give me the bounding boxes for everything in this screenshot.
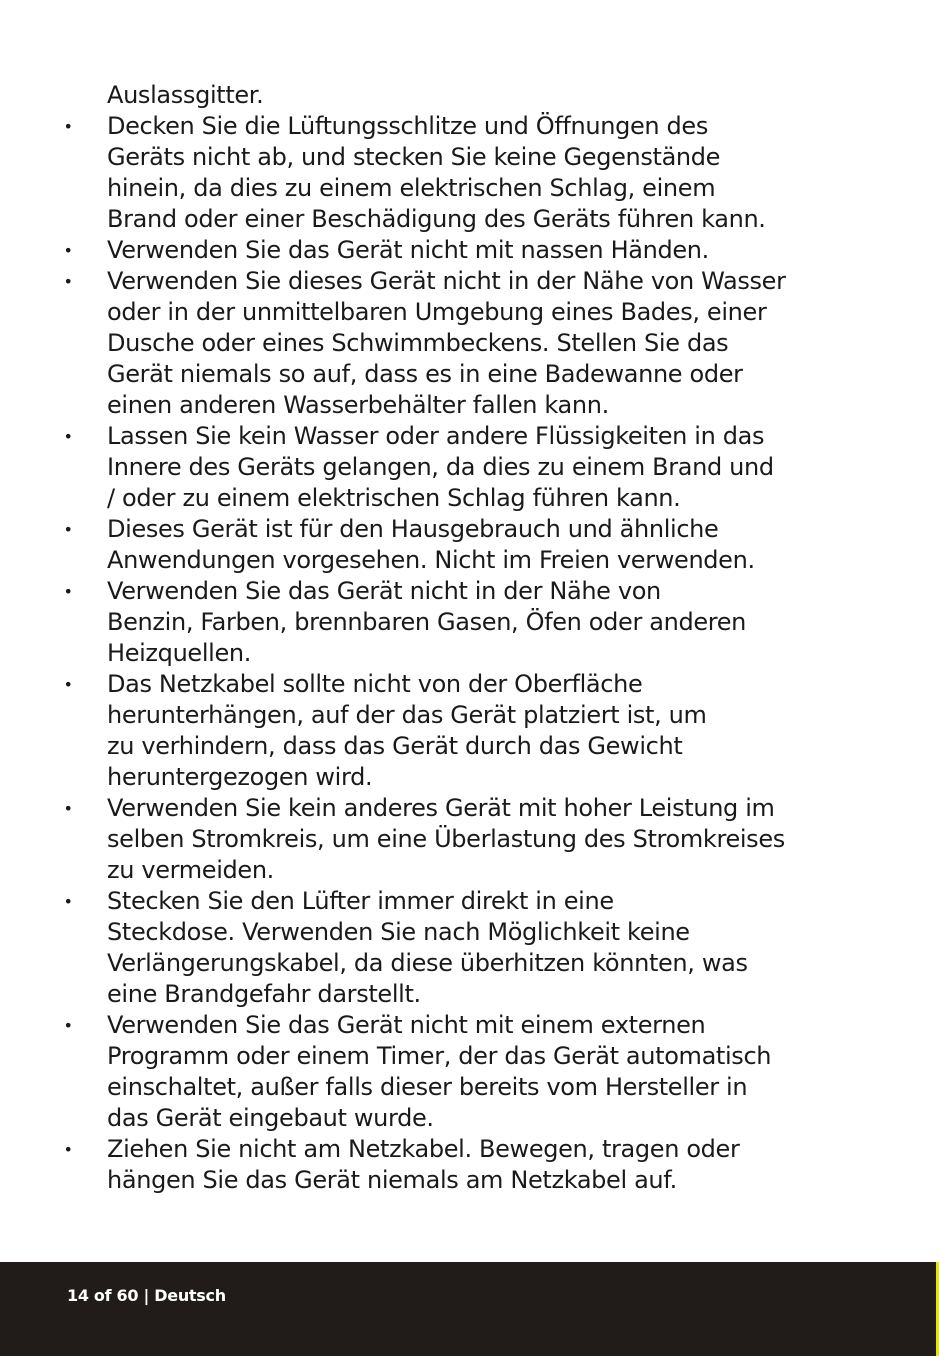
text-line <box>0 80 939 111</box>
line-text: Anwendungen vorgesehen. Nicht im Freien verwenden. <box>107 546 755 574</box>
bullet-marker: • <box>63 117 73 136</box>
text-line <box>0 638 939 669</box>
line-text: Programm oder einem Timer, der das Gerät automatisch <box>107 1042 772 1070</box>
text-line <box>0 762 939 793</box>
text-line <box>0 1072 939 1103</box>
line-text: / oder zu einem elektrischen Schlag führen kann. <box>107 484 681 512</box>
text-line <box>0 1041 939 1072</box>
text-line <box>0 390 939 421</box>
text-line <box>0 576 939 607</box>
text-line <box>0 297 939 328</box>
text-line <box>0 142 939 173</box>
line-text: Lassen Sie kein Wasser oder andere Flüssigkeiten in das <box>107 422 765 450</box>
text-line <box>0 824 939 855</box>
text-line <box>0 235 939 266</box>
line-text: Verwenden Sie dieses Gerät nicht in der Nähe von Wasser <box>107 267 786 295</box>
text-line <box>0 793 939 824</box>
line-text: Geräts nicht ab, und stecken Sie keine Gegenstände <box>107 143 721 171</box>
line-text: herunterhängen, auf der das Gerät platziert ist, um <box>107 701 707 729</box>
text-line <box>0 359 939 390</box>
text-line <box>0 452 939 483</box>
text-line <box>0 545 939 576</box>
text-line <box>0 173 939 204</box>
text-line <box>0 886 939 917</box>
text-line <box>0 917 939 948</box>
line-text: Verwenden Sie kein anderes Gerät mit hoher Leistung im <box>107 794 775 822</box>
line-text: zu verhindern, dass das Gerät durch das Gewicht <box>107 732 683 760</box>
bullet-marker: • <box>63 1140 73 1159</box>
line-text: einen anderen Wasserbehälter fallen kann. <box>107 391 609 419</box>
line-text: Dieses Gerät ist für den Hausgebrauch und ähnliche <box>107 515 719 543</box>
line-text: Heizquellen. <box>107 639 252 667</box>
text-line <box>0 266 939 297</box>
bullet-marker: • <box>63 427 73 446</box>
text-line <box>0 1134 939 1165</box>
bullet-marker: • <box>63 892 73 911</box>
line-text: Gerät niemals so auf, dass es in eine Badewanne oder <box>107 360 743 388</box>
text-line <box>0 948 939 979</box>
bullet-marker: • <box>63 241 73 260</box>
safety-instructions-list <box>0 80 939 1196</box>
text-line <box>0 111 939 142</box>
bullet-marker: • <box>63 520 73 539</box>
text-line <box>0 669 939 700</box>
line-text: oder in der unmittelbaren Umgebung eines Bades, einer <box>107 298 767 326</box>
line-text: Das Netzkabel sollte nicht von der Oberfläche <box>107 670 643 698</box>
line-text: Brand oder einer Beschädigung des Geräts führen kann. <box>107 205 766 233</box>
text-line <box>0 731 939 762</box>
page-number-label: 14 of 60 | Deutsch <box>67 1286 226 1305</box>
line-text: Verlängerungskabel, da diese überhitzen könnten, was <box>107 949 748 977</box>
line-text: Auslassgitter. <box>107 81 264 109</box>
line-text: hinein, da dies zu einem elektrischen Schlag, einem <box>107 174 716 202</box>
bullet-marker: • <box>63 582 73 601</box>
page-footer <box>0 1262 939 1356</box>
line-text: heruntergezogen wird. <box>107 763 373 791</box>
text-line <box>0 328 939 359</box>
text-line <box>0 979 939 1010</box>
text-line <box>0 700 939 731</box>
text-line <box>0 1103 939 1134</box>
text-line <box>0 607 939 638</box>
line-text: Decken Sie die Lüftungsschlitze und Öffnungen des <box>107 112 708 140</box>
line-text: zu vermeiden. <box>107 856 274 884</box>
text-line <box>0 1165 939 1196</box>
bullet-marker: • <box>63 675 73 694</box>
bullet-marker: • <box>63 799 73 818</box>
line-text: Stecken Sie den Lüfter immer direkt in eine <box>107 887 614 915</box>
line-text: selben Stromkreis, um eine Überlastung des Stromkreises <box>107 825 785 853</box>
text-line <box>0 1010 939 1041</box>
text-line <box>0 204 939 235</box>
line-text: Verwenden Sie das Gerät nicht mit einem externen <box>107 1011 706 1039</box>
bullet-marker: • <box>63 272 73 291</box>
text-line <box>0 514 939 545</box>
line-text: Steckdose. Verwenden Sie nach Möglichkeit keine <box>107 918 690 946</box>
text-line <box>0 483 939 514</box>
line-text: Verwenden Sie das Gerät nicht mit nassen Händen. <box>107 236 709 264</box>
line-text: Ziehen Sie nicht am Netzkabel. Bewegen, tragen oder <box>107 1135 740 1163</box>
line-text: einschaltet, außer falls dieser bereits vom Hersteller in <box>107 1073 748 1101</box>
text-line <box>0 855 939 886</box>
line-text: hängen Sie das Gerät niemals am Netzkabel auf. <box>107 1166 677 1194</box>
text-line <box>0 421 939 452</box>
line-text: eine Brandgefahr darstellt. <box>107 980 421 1008</box>
line-text: das Gerät eingebaut wurde. <box>107 1104 434 1132</box>
line-text: Benzin, Farben, brennbaren Gasen, Öfen oder anderen <box>107 608 747 636</box>
line-text: Dusche oder eines Schwimmbeckens. Stellen Sie das <box>107 329 729 357</box>
line-text: Verwenden Sie das Gerät nicht in der Nähe von <box>107 577 661 605</box>
bullet-marker: • <box>63 1016 73 1035</box>
line-text: Innere des Geräts gelangen, da dies zu einem Brand und <box>107 453 774 481</box>
